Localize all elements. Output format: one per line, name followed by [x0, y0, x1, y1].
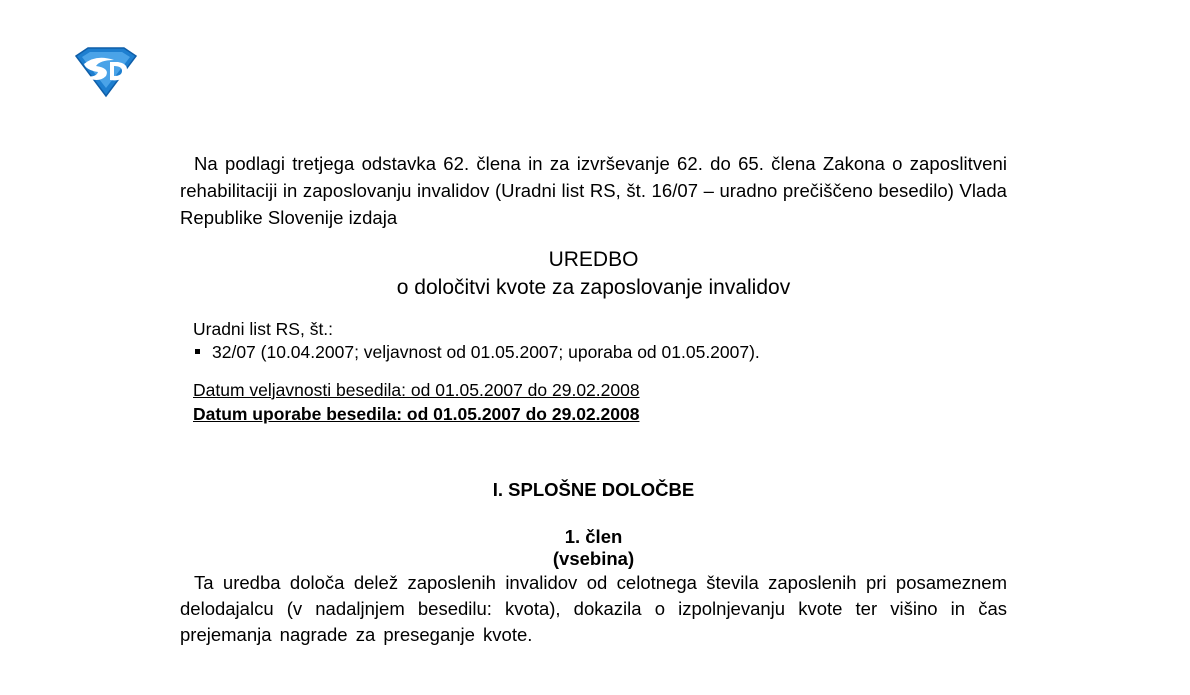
gazette-list	[193, 341, 1007, 364]
title-line-2: o določitvi kvote za zaposlovanje invalidov	[396, 276, 791, 299]
article-paragraph: Ta uredba določa delež zaposlenih invalidov od celotnega števila zaposlenih pri posameznem delodajalcu (v nadaljnjem besedilu: kvota), dokazila o izpolnjevanju kvote ter višino in čas prejemanja nagrade za preseganje kvote.	[180, 572, 1007, 645]
gazette-label: Uradni list RS, št.:	[193, 319, 334, 339]
document-page	[180, 150, 1007, 648]
gazette-item-text: 32/07 (10.04.2007; veljavnost od 01.05.2007; uporaba od 01.05.2007).	[212, 342, 760, 362]
title-line-1: UREDBO	[548, 248, 639, 271]
document-title	[180, 246, 1007, 302]
gazette-info	[180, 318, 1007, 426]
use-date-link[interactable]: Datum uporabe besedila: od 01.05.2007 do 29.02.2008	[193, 404, 640, 424]
sd-logo-icon	[70, 46, 142, 98]
validity-date-link[interactable]: Datum veljavnosti besedila: od 01.05.2007 do 29.02.2008	[193, 380, 640, 400]
article-number: 1. člen	[564, 526, 623, 547]
gazette-list-item	[193, 341, 1007, 364]
bullet-icon	[195, 349, 200, 354]
article-heading: (vsebina)	[552, 548, 635, 569]
intro-paragraph: Na podlagi tretjega odstavka 62. člena in za izvrševanje 62. do 65. člena Zakona o zaposlitveni rehabilitaciji in zaposlovanju invalidov (Uradni list RS, št. 16/07 – uradno prečiščeno besedilo) Vlada Republike Slovenije izdaja	[180, 153, 1007, 228]
validity-block	[193, 378, 1007, 426]
section-heading: I. SPLOŠNE DOLOČBE	[492, 479, 695, 500]
